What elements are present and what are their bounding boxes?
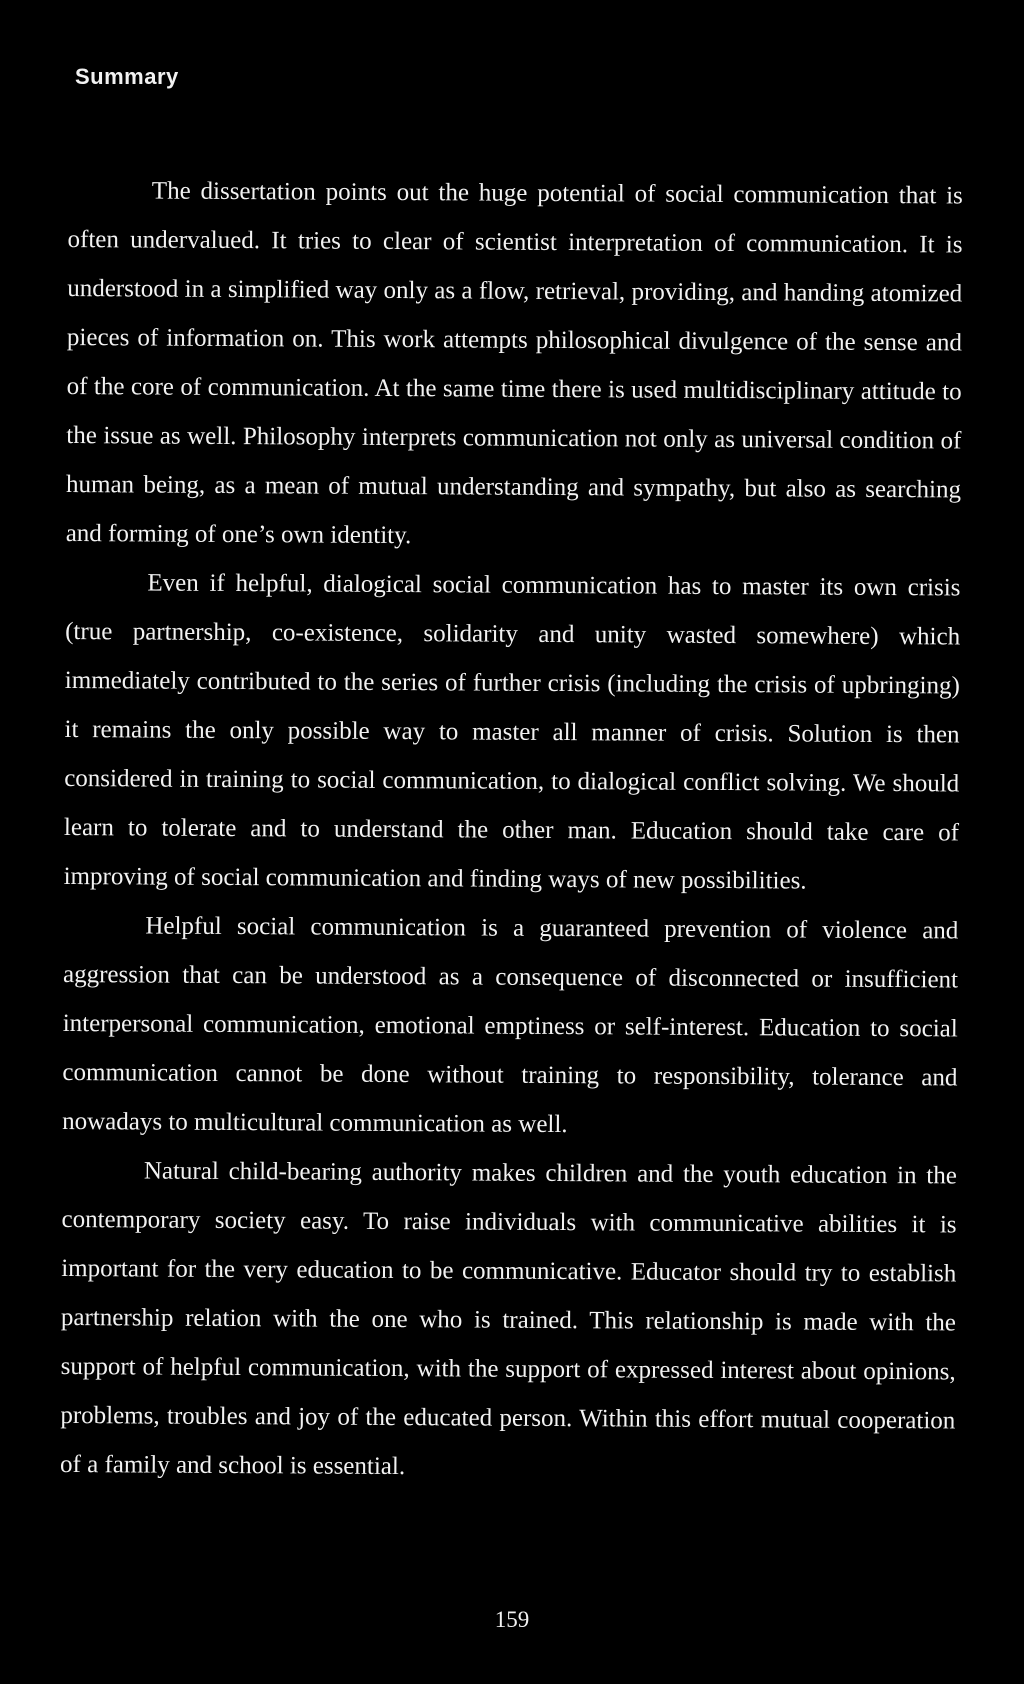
paragraph-1: The dissertation points out the huge potential of social communication that is often undervalued. It tries to clear of scientist interpretation of communication. It is understood in a simplified way only as a flow, retrieval, providing, and handing atomized pieces of information on. This work attempts philosophical divulgence of the sense and of the core of communication. At the same time there is used multidisciplinary attitude to the issue as well. Philosophy interprets communication not only as universal condition of human being, as a mean of mutual understanding and sympathy, but also as searching and forming of one’s own identity. <box>65 177 963 550</box>
section-heading: Summary <box>75 64 179 89</box>
summary-body <box>60 166 963 1494</box>
paragraph-3: Helpful social communication is a guaranteed prevention of violence and aggression that can be understood as a consequence of disconnected or insufficient interpersonal communication, emotional emptiness or self-interest. Education to social communication cannot be done without training to responsibility, tolerance and nowadays to multicultural communication as well. <box>62 912 959 1139</box>
paragraph-4: Natural child-bearing authority makes children and the youth education in the contemporary society easy. To raise individuals with communicative abilities it is important for the very education to be communicative. Educator should try to establish partnership relation with the one who is trained. This relationship is made with the support of helpful communication, with the support of expressed interest about opinions, problems, troubles and joy of the educated person. Within this effort mutual cooperation of a family and school is essential. <box>59 1157 957 1481</box>
paragraph-2: Even if helpful, dialogical social communication has to master its own crisis (true partnership, co-existence, solidarity and unity wasted somewhere) which immediately contributed to the series of further crisis (including the crisis of upbringing) it remains the only possible way to master all manner of crisis. Solution is then considered in training to social communication, to dialogical conflict solving. We should learn to tolerate and to understand the other man. Education should take care of improving of social communication and finding ways of new possibilities. <box>63 569 961 895</box>
page-number: 159 <box>494 1607 530 1632</box>
